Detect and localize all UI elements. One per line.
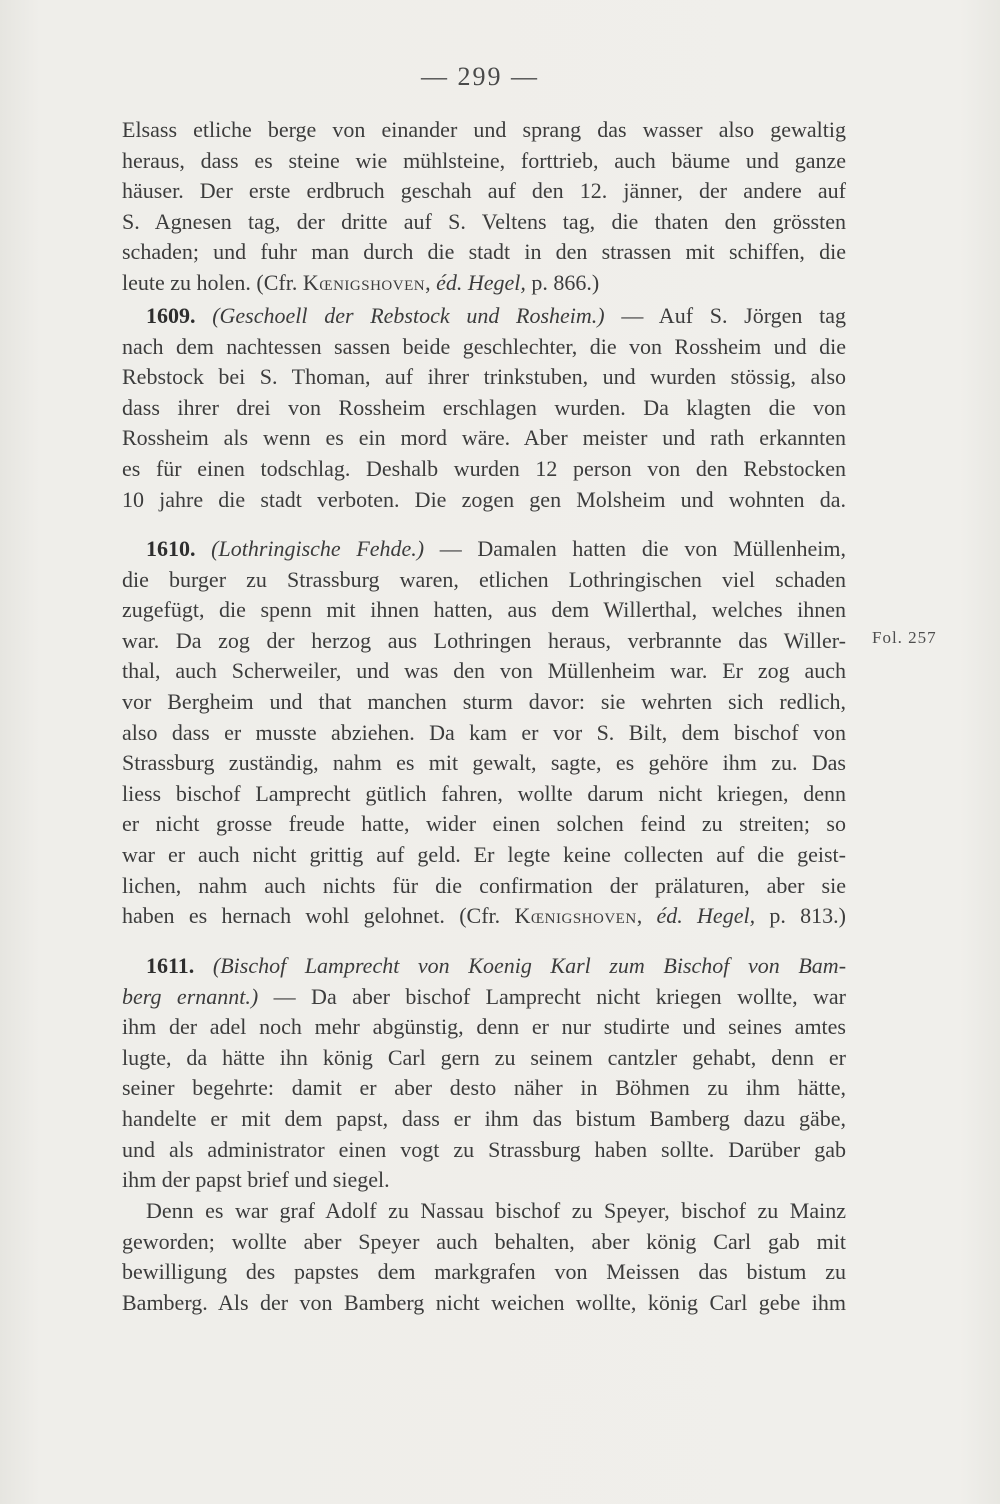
text-line: häuser. Der erste erdbruch geschah auf den 12. jänner, der andere auf xyxy=(122,178,846,204)
text-line: dass ihrer drei von Rossheim erschlagen wurden. Da klagten die von xyxy=(122,394,846,420)
text-line: heraus, dass es steine wie mühlsteine, forttrieb, auch bäume und ganze xyxy=(122,147,846,173)
text-fragment: p. 813.) xyxy=(755,903,846,929)
text-fragment: , xyxy=(425,269,437,295)
text-line: seiner begehrte: damit er aber desto näher in Böhmen zu ihm hätte, xyxy=(122,1075,846,1101)
text-line: schaden; und fuhr man durch die stadt in den strassen mit schiffen, die xyxy=(122,239,846,265)
text-fragment: p. 866.) xyxy=(525,269,600,295)
entry-number: 1611. xyxy=(146,953,195,978)
text-line: geworden; wollte aber Speyer auch behalten, aber könig Carl gab mit xyxy=(122,1228,846,1254)
text-line: lichen, nahm auch nichts für die confirmation der prälaturen, aber sie xyxy=(122,872,846,898)
text-fragment: — Damalen hatten die von Müllenheim, xyxy=(424,536,846,561)
text-line: liess bischof Lamprecht gütlich fahren, wollte darum nicht kriegen, denn xyxy=(122,780,846,806)
author-smallcaps: Kœnigshoven xyxy=(514,903,637,929)
text-line xyxy=(122,982,846,1013)
text-fragment: haben es hernach wohl gelohnet. (Cfr. xyxy=(122,903,515,929)
text-line: thal, auch Scherweiler, und was den von Müllenheim war. Er zog auch xyxy=(122,658,846,684)
margin-folio-note: Fol. 257 xyxy=(872,628,937,647)
entry-number: 1610. xyxy=(146,536,196,561)
edition-italic: éd. Hegel, xyxy=(656,903,756,929)
text-line xyxy=(122,901,846,932)
paragraph-continuation xyxy=(122,115,846,299)
text-fragment: , xyxy=(636,903,657,929)
entry-title: (Lothringische Fehde.) xyxy=(211,536,425,561)
text-line: es für einen todschlag. Deshalb wurden 12 person von den Rebstocken xyxy=(122,455,846,481)
paragraph-final xyxy=(122,1196,846,1318)
text-line: 10 jahre die stadt verboten. Die zogen gen Molsheim und wohnten da. xyxy=(122,486,846,512)
text-line: und als administrator einen vogt zu Strassburg haben sollte. Darüber gab xyxy=(122,1136,846,1162)
text-line: handelte er mit dem papst, dass er ihm das bistum Bamberg dazu gäbe, xyxy=(122,1105,846,1131)
entry-1609 xyxy=(122,301,846,515)
entry-title: (Bischof Lamprecht von Koenig Karl zum Bischof von Bam- xyxy=(212,953,847,978)
text-line: er nicht grosse freude hatte, wider einen solchen feind zu streiten; so xyxy=(122,811,846,837)
text-line: zugefügt, die spenn mit ihnen hatten, aus dem Willerthal, welches ihnen xyxy=(122,597,846,623)
entry-number: 1609. xyxy=(146,303,196,328)
text-line: nach dem nachtessen sassen beide geschlechter, die von Rossheim und die xyxy=(122,333,846,359)
text-line xyxy=(122,268,846,299)
text-line: Denn es war graf Adolf zu Nassau bischof zu Speyer, bischof zu Mainz xyxy=(146,1198,846,1223)
text-line: war. Da zog der herzog aus Lothringen heraus, verbrannte das Willer- xyxy=(122,627,846,653)
text-line: S. Agnesen tag, der dritte auf S. Veltens tag, die thaten den grössten xyxy=(122,208,846,234)
text-fragment: leute zu holen. (Cfr. xyxy=(122,269,303,295)
entry-heading-line xyxy=(122,951,846,982)
text-line: lugte, da hätte ihn könig Carl gern zu seinem cantzler gehabt, denn er xyxy=(122,1044,846,1070)
entry-heading-line xyxy=(122,301,846,332)
entry-title-continued: berg ernannt.) xyxy=(122,983,259,1009)
text-line: bewilligung des papstes dem markgrafen von Meissen das bistum zu xyxy=(122,1259,846,1285)
text-line: Elsass etliche berge von einander und sprang das wasser also gewaltig xyxy=(122,117,846,142)
text-line: Bamberg. Als der von Bamberg nicht weichen wollte, könig Carl gebe ihm xyxy=(122,1289,846,1315)
text-line: Strassburg zuständig, nahm es mit gewalt, sagte, es gehöre ihm zu. Das xyxy=(122,750,846,776)
text-line: Rossheim als wenn es ein mord wäre. Aber meister und rath erkannten xyxy=(122,425,846,451)
page-number: — 299 — xyxy=(421,62,539,91)
text-line: Rebstock bei S. Thoman, auf ihrer trinkstuben, und wurden stössig, also xyxy=(122,364,846,390)
text-line: ihm der adel noch mehr abgünstig, denn er nur studirte und seines amtes xyxy=(122,1014,846,1040)
entry-1610 xyxy=(122,534,846,932)
entry-heading-line xyxy=(122,534,846,565)
edition-italic: éd. Hegel, xyxy=(436,269,526,295)
text-fragment: — Da aber bischof Lamprecht nicht kriegen wollte, war xyxy=(258,983,846,1009)
author-smallcaps: Kœnigshoven xyxy=(302,269,426,295)
entry-title: (Geschoell der Rebstock und Rosheim.) xyxy=(212,303,605,328)
text-line: ihm der papst brief und siegel. xyxy=(122,1167,390,1193)
text-line: die burger zu Strassburg waren, etlichen Lothringischen viel schaden xyxy=(122,566,846,592)
entry-1611 xyxy=(122,951,846,1196)
text-fragment: — Auf S. Jörgen tag xyxy=(604,303,846,328)
text-line: vor Bergheim und that manchen sturm davor: sie wehrten sich redlich, xyxy=(122,688,846,714)
text-line: war er auch nicht grittig auf geld. Er legte keine collecten auf die geist- xyxy=(122,841,846,867)
text-line: also dass er musste abziehen. Da kam er vor S. Bilt, dem bischof von xyxy=(122,719,846,745)
